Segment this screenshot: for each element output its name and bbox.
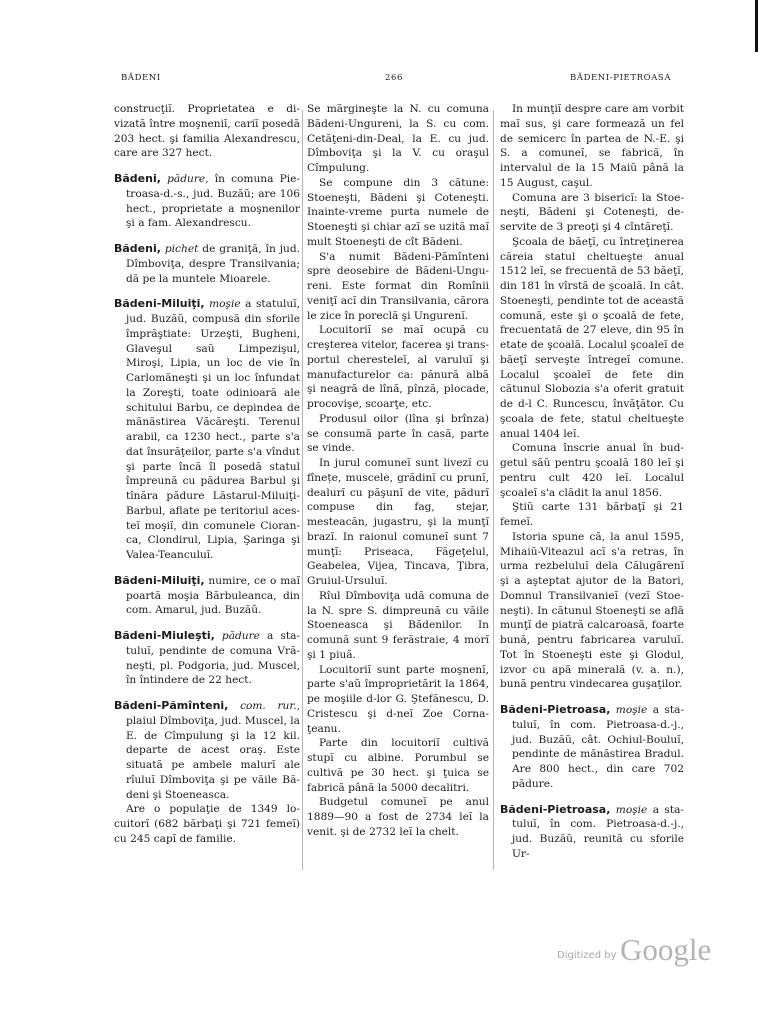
dictionary-entry xyxy=(114,242,300,286)
running-head-left: BĂDENI xyxy=(121,73,161,83)
dictionary-entry xyxy=(114,172,300,231)
column-rule xyxy=(302,110,303,870)
paragraph: Rîul Dîmboviţa udă comuna de la N. spre S. dimpreună cu văile Stoeneasca şi Bădenilor. In comună sunt 9 ferăstraie, 4 morĭ şi 1 piuă. xyxy=(307,589,489,661)
entry-text: de graniţă, în jud. Dîmboviţa, despre Transilvania; dă pe la muntele Mioarele. xyxy=(126,243,300,285)
dictionary-entry xyxy=(500,803,684,862)
entry-headword: Bădeni-Miluiţi, xyxy=(114,297,205,311)
paragraph: Şcoala de băeţĭ, cu întreţinerea căreia statul cheltueşte anual 1512 leĭ, se frecuentă de 53 băeţĭ, din 181 în vîrstă de şcoală. In cât. Stoeneşti, pendinte tot de această comună, este şi o şcoală de fete, frecuentată de 27 eleve, din 95 în etate de şcoală. Localul şcoaleĭ de băeţĭ serveşte întregeĭ comune. Localul şcoaleĭ de fete din cătunul Slobozia s'a oferit gratuit de d-l C. Runcescu, învăţător. Cu şcoala de fete, statul cheltueşte anual 1404 leĭ. xyxy=(500,235,684,440)
entry-type: moşie xyxy=(615,803,648,816)
paragraph: Comuna înscrie anual în budgetul săŭ pentru şcoală 180 leĭ şi pentru cult 420 leĭ. Localul şcoaleĭ s'a clădit la anul 1856. xyxy=(500,442,684,499)
paragraph: construcţiĭ. Proprietatea e divizată între moşneniĭ, cariĭ posedă 203 hect. şi familia Alexandrescu, care are 327 hect. xyxy=(114,103,300,160)
watermark-google-logo: Google xyxy=(620,932,712,967)
paragraph: Locuitoriĭ se maĭ ocupă cu creşterea vitelor, facerea şi transportul cheresteleĭ, al varuluĭ şi manufacturelor ca: pănură albă şi neagră de lînă, pînză, plocade, procovişe, scoarţe, etc. xyxy=(307,324,489,410)
entry-text: a statuluĭ, pendinte de comuna Vrăneşti, pl. Podgoria, jud. Muscel, în întindere de 22 hect. xyxy=(126,630,300,687)
column-rule xyxy=(493,110,494,870)
page-number: 266 xyxy=(385,73,404,83)
entry-type: pichet xyxy=(164,243,199,255)
entry-headword: Bădeni, xyxy=(114,172,161,185)
entry-text: numire, ce o maĭ poartă moşia Bărbuleanca, din com. Amarul, jud. Buzăŭ. xyxy=(126,574,300,617)
dictionary-entry xyxy=(114,297,300,563)
paragraph: Produsul oilor (lîna şi brînza) se consumă parte în casă, parte se vinde. xyxy=(307,412,489,455)
paragraph: S'a numit Bădeni-Pămînteni spre deosebire de Bădeni-Ungureni. Este format din Romînii veniţĭ acĭ din Transilvania, cărora le zice în poreclă şi Ungurenĭ. xyxy=(307,250,489,322)
entry-headword: Bădeni-Pietroasa, xyxy=(500,703,611,716)
paragraph: Se compune din 3 cătune: Stoeneşti, Bădeni şi Coteneşti. Inainte-vreme purta numele de Stoeneşti şi chiar azĭ se uzită maĭ mult Stoeneşti de cît Bădeni. xyxy=(307,176,489,248)
entry-headword: Bădeni-Pămînteni, xyxy=(114,699,229,712)
text-column-3 xyxy=(500,102,684,862)
entry-type: moşie xyxy=(615,704,648,716)
entry-headword: Bădeni-Miluiţi, xyxy=(114,573,205,587)
entry-text: a statuluĭ, în com. Pietroasa-d.-j., jud. Buzăŭ, reunită cu sforile Ur- xyxy=(512,803,684,860)
watermark-digitized-by: Digitized by xyxy=(557,950,617,961)
paragraph: Istoria spune că, la anul 1595, Mihaiŭ-Viteazul acĭ s'a retras, în urma rezbeluluĭ dela Călugărenĭ şi a aşteptat ajutor de la Batori, Domnul Transilvanieĭ (vezĭ Stoeneşti). In cătunul Stoeneşti se află munţĭ de piatră calcaroasă, foarte bună, pentru fabricarea varuluĭ. Tot în Stoeneşti este şi Glodul, izvor cu apă minerală (v. a. n.), bună pentru vindecarea guşaţilor. xyxy=(500,530,684,691)
dictionary-entry xyxy=(114,699,300,802)
entry-headword: Bădeni-Miuleşti, xyxy=(114,629,215,642)
paragraph: Budgetul comuneĭ pe anul 1889—90 a fost de 2734 leĭ la venit. şi de 2732 leĭ la chelt. xyxy=(307,796,489,838)
paragraph: Parte din locuitoriĭ cultivă stupĭ cu albine. Porumbul se cultivă pe 30 hect. şi ţuica se fabrică până la 5000 decalitri. xyxy=(307,737,489,794)
entry-type: com. rur., xyxy=(240,700,300,712)
paragraph: Ştiŭ carte 131 bărbaţĭ şi 21 femeĭ. xyxy=(500,501,684,528)
paragraph: Comuna are 3 bisericĭ: la Stoeneşti, Bădeni şi Coteneşti, deservite de 3 preoţi şi 4 cîntăreţĭ. xyxy=(500,191,684,233)
dictionary-entry xyxy=(500,703,684,792)
text-column-1 xyxy=(114,102,300,847)
paragraph: In jurul comuneĭ sunt livezĭ cu fînețe, muscele, grădinĭ cu prunĭ, dealurĭ cu păşunĭ de vite, pădurĭ compuse din fag, stejar, mesteacăn, jugastru, şi la munţĭ brazĭ. In raionul comuneĭ sunt 7 munţĭ: Priseaca, Făgeţelul, Geabelea, Vijea, Tincava, Ţibra, Gruiul-Ursuluĭ. xyxy=(307,457,489,587)
entry-type: pădure xyxy=(221,630,260,642)
paragraph: Are o populaţie de 1349 locuitorĭ (682 bărbaţi şi 721 femeĭ) cu 245 capĭ de familie. xyxy=(114,803,300,845)
entry-text: a statuluĭ, jud. Buzăŭ, compusă din sforile împrăştiate: Urzeşti, Bugheni, Glaveşul saŭ Limpezişul, Miroşi, Lipia, un loc de vie în Carlomăneşti şi un loc înfundat la Zoreşti, toate odinioară ale schitului Barbu, ce depindea de mănăstirea Văcăreşti. Terenul arabil, ca 1230 hect., parte s'a dat însurăţeilor, parte s'a vîndut şi parte încă îl posedă statul împreună cu pădurea Barbul şi tînăra pădure Lăstarul-Miluiţi-Barbul, aflate pe teritoriul acesteĭ moşiĭ, din comunele Cioranca, Clondirul, Lipia, Şaringa şi Valea-Teanculuĭ. xyxy=(126,298,300,561)
paragraph: Locuitoriĭ sunt parte moşnenĭ, parte s'aŭ împroprietărit la 1864, pe moşiile d-lor G. Ştefănescu, D. Cristescu şi d-neĭ Zoe Cornaţeanu. xyxy=(307,663,489,735)
entry-text: plaiul Dîmboviţa, jud. Muscel, la E. de Cîmpulung şi la 12 kil. departe de acest oraş. Este situată pe ambele malurĭ ale rîuluĭ Dîmboviţa şi pe văile Bădeni şi Stoeneasca. xyxy=(126,714,300,801)
entry-headword: Bădeni-Pietroasa, xyxy=(500,802,611,816)
entry-headword: Bădeni, xyxy=(114,242,161,255)
paragraph: In munţiĭ despre care am vorbit maĭ sus, şi care formează un fel de semicerc în partea de N.-E. şi S. a comuneĭ, se fabrică, în intervalul de la 15 Maiŭ până la 15 August, caşul. xyxy=(500,103,684,189)
page-edge-line xyxy=(755,0,758,52)
text-column-2 xyxy=(307,102,489,840)
running-head-right: BĂDENI-PIETROASA xyxy=(570,73,672,83)
entry-text: în comuna Pietroasa-d.-s., jud. Buzăŭ; are 106 hect., proprietate a moşnenilor şi a fam. Alexandrescu. xyxy=(126,173,301,230)
dictionary-entry xyxy=(114,629,300,688)
dictionary-entry xyxy=(114,574,300,618)
entry-text: a statuluĭ, în com. Pietroasa-d.-j., jud. Buzăŭ, cât. Ochiul-Bouluĭ, pendinte de mănăstirea Bradul. Are 800 hect., din care 702 pădure. xyxy=(512,704,684,790)
paragraph: Se mărgineşte la N. cu comuna Bădeni-Ungureni, la S. cu com. Cetăţeni-din-Deal, la E. cu jud. Dîmboviţa şi la V. cu oraşul Cîmpulung. xyxy=(307,103,489,174)
entry-type: moşie xyxy=(209,298,241,311)
entry-type: pădure, xyxy=(167,173,209,185)
